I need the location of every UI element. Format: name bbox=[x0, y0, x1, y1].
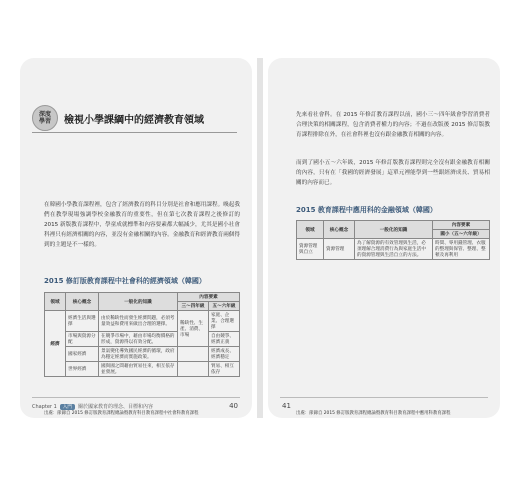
section-title: 檢視小學課綱中的經濟教育領域 bbox=[64, 114, 204, 126]
knowledge-cell: 由於稀缺性而發生經濟問題，必須考量效益和費用來做出合理的選擇。 bbox=[99, 311, 178, 332]
deep-learning-badge bbox=[32, 105, 58, 131]
grade56-cell: 時間、零用錢管理、衣服的整理與保管、整理、整頓及再利用 bbox=[433, 239, 490, 260]
th-grade-34: 三～四年級 bbox=[178, 302, 209, 311]
right-source: 出處：節錄自 2015 修訂版教育課程總論暨教育科目教育課程中應用科教育課程 bbox=[296, 411, 451, 416]
grade34-cell bbox=[178, 362, 209, 377]
knowledge-cell: 在競爭市場中，藉由市場均衡價格的形成，資源得以有效分配。 bbox=[99, 332, 178, 347]
page-number-right: 41 bbox=[282, 402, 291, 410]
footer-rule bbox=[32, 397, 240, 398]
title-rule bbox=[32, 132, 237, 133]
grade56-cell: 經濟成長、經濟穩定 bbox=[209, 347, 240, 362]
th-concept: 核心概念 bbox=[66, 293, 99, 311]
page-number-left: 40 bbox=[229, 402, 238, 410]
right-paragraph-2: 而到了國小五～六年級，2015 年修訂版教育課程則完全沒有跟金融教育相關的內容，只有在「我國的經濟發展」這單元裡能學到一些跟經濟成長、貿易相關的內容而已。 bbox=[296, 160, 490, 186]
concept-cell: 世界經濟 bbox=[66, 362, 99, 377]
th-domain: 領域 bbox=[297, 221, 324, 239]
th-content: 內容要素 bbox=[178, 293, 240, 302]
th-concept: 核心概念 bbox=[324, 221, 355, 239]
grade34-cell: 稀缺性、生產、消費、市場 bbox=[178, 311, 209, 347]
table-row bbox=[45, 347, 240, 362]
th-content: 內容要素 bbox=[433, 221, 490, 230]
footer-rule bbox=[280, 397, 488, 398]
knowledge-cell: 景氣變化導致國民經濟的循環，政府為穩定經濟而實施政策。 bbox=[99, 347, 178, 362]
left-paragraph: 在韓國小學教育課程裡，包含了經濟教育的科目分別是社會和應用課程。喚起我們在教學現場強調學校金融教育的重要性，但在第七次教育課程之後修訂的 2015 新版教育課程中，學童成就標準和內容要素都大幅減少，尤其是國小社會科裡只有經濟相關的內容，並沒有金融相關的內容。金融教育和經濟教育兩個得到的主題是不一樣的。 bbox=[44, 202, 240, 248]
section-header bbox=[32, 105, 204, 131]
left-page bbox=[20, 58, 252, 418]
right-table bbox=[296, 220, 490, 260]
concept-cell: 資源管理 bbox=[324, 239, 355, 260]
knowledge-cell: 國與國之間藉由貿易往來，相互依存並發展。 bbox=[99, 362, 178, 377]
table-row bbox=[45, 332, 240, 347]
th-knowledge: 一般化的知識 bbox=[355, 221, 433, 239]
th-knowledge: 一般化的知識 bbox=[99, 293, 178, 311]
footer bbox=[32, 403, 153, 410]
concept-cell: 國家經濟 bbox=[66, 347, 99, 362]
right-paragraph-1: 先來看社會科。在 2015 年修訂教育課程以前，國小三～四年級會學習消費者合理決策的相關課程，包含消費者權力的內容；不過在改版後 2015 修訂版教育課程排除在外，在社會科裡也沒有跟金融教育相關的內容。 bbox=[296, 112, 490, 138]
knowledge-cell: 為了解資源的有效管理與生活，必須理解合理消費行為與家庭生活中的資源管理與生活自立的方法。 bbox=[355, 239, 433, 260]
book-gutter bbox=[257, 58, 263, 418]
left-source: 出處：節錄自 2015 修訂版教育課程總論暨教育科目教育課程中社會科教育課程 bbox=[44, 411, 199, 416]
grade56-cell: 貿易、相互依存 bbox=[209, 362, 240, 377]
th-domain: 領域 bbox=[45, 293, 66, 311]
footer-chip: 入門 bbox=[60, 404, 75, 410]
right-page bbox=[268, 58, 500, 418]
right-table-title: 2015 教育課程中應用科的金融領域（韓國） bbox=[296, 206, 437, 214]
badge-line-1: 深度 bbox=[38, 111, 51, 118]
grade56-cell: 家庭、企業、合理選擇 bbox=[209, 311, 240, 332]
concept-cell: 市場與資源分配 bbox=[66, 332, 99, 347]
grade34-cell bbox=[178, 347, 209, 362]
table-row bbox=[45, 311, 240, 332]
concept-cell: 經濟生活與選擇 bbox=[66, 311, 99, 332]
footer-chapter: Chapter 1 bbox=[32, 403, 57, 410]
domain-cell: 經濟 bbox=[45, 311, 66, 377]
grade56-cell: 自由競爭、經濟正義 bbox=[209, 332, 240, 347]
badge-line-2: 學習 bbox=[38, 118, 51, 125]
th-grade-56: 五～六年級 bbox=[209, 302, 240, 311]
left-table bbox=[44, 292, 240, 377]
table-row bbox=[45, 362, 240, 377]
table-row bbox=[297, 239, 490, 260]
th-grade-56: 國小（五～六年級） bbox=[433, 230, 490, 239]
left-table-title: 2015 修訂版教育課程中社會科的經濟領域（韓國） bbox=[44, 277, 206, 285]
domain-cell: 資源管理與自立 bbox=[297, 239, 324, 260]
footer-text: 關於國家教育的理念、目標和內容 bbox=[77, 404, 153, 410]
